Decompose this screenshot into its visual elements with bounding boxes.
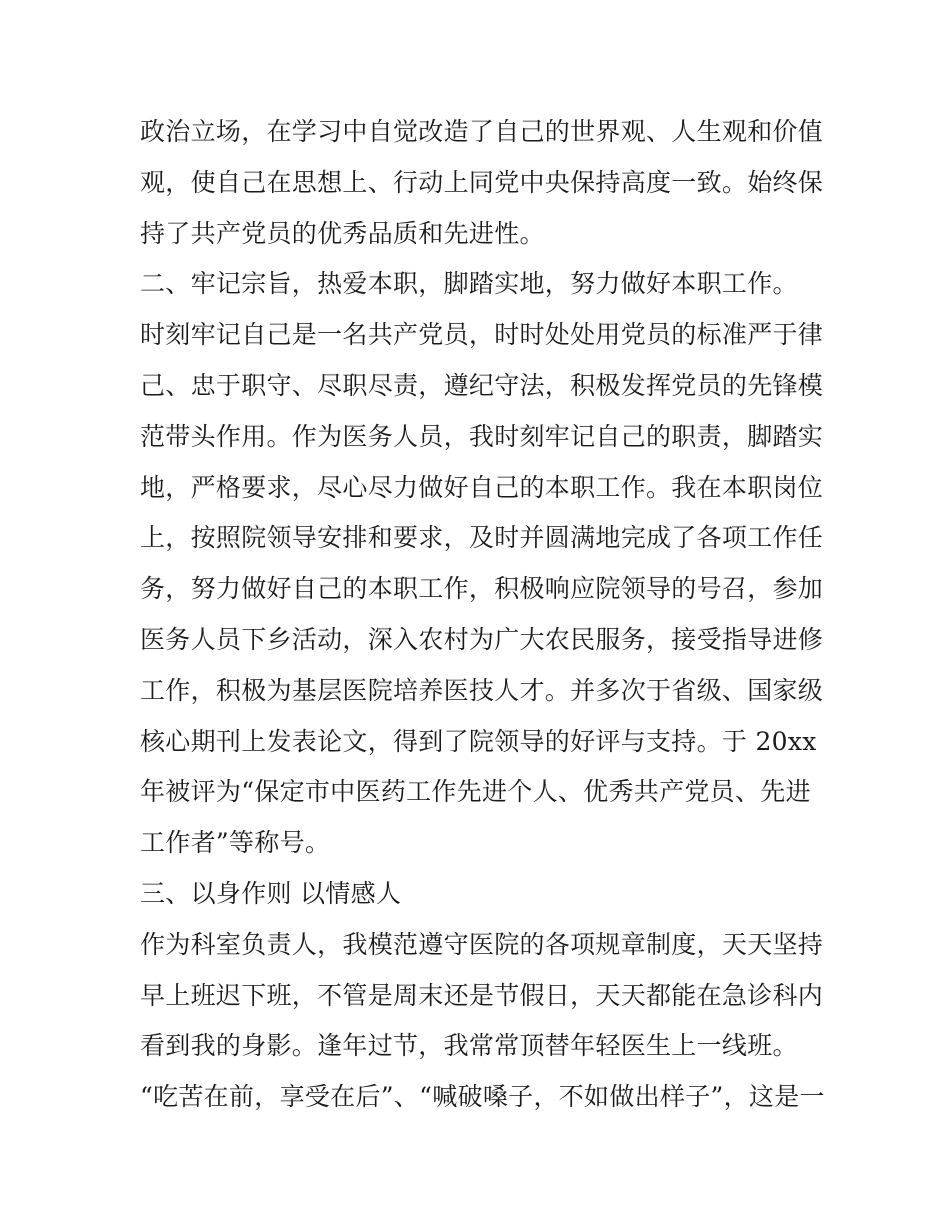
text-line: 看到我的身影。逢年过节，我常常顶替年轻医生上一线班。 [140, 1031, 798, 1061]
text-line: 务，努力做好自己的本职工作，积极响应院领导的号召，参加 [140, 574, 824, 604]
text-line: 观，使自己在思想上、行动上同党中央保持高度一致。始终保 [140, 167, 824, 197]
text-line: 工作，积极为基层医院培养医技人才。并多次于省级、国家级 [140, 675, 824, 705]
text-line: 政治立场，在学习中自觉改造了自己的世界观、人生观和价值 [140, 117, 824, 146]
text-line: 工作者”等称号。 [140, 828, 331, 858]
text-line: 医务人员下乡活动，深入农村为广大农民服务，接受指导进修 [140, 624, 824, 654]
text-line: 早上班迟下班，不管是周末还是节假日，天天都能在急诊科内 [140, 980, 824, 1010]
text-line: 年被评为“保定市中医药工作先进个人、优秀共产党员、先进 [140, 777, 811, 807]
text-line: 核心期刊上发表论文，得到了院领导的好评与支持。于 20xx [140, 726, 817, 756]
document-body [140, 107, 825, 1123]
text-line: 持了共产党员的优秀品质和先进性。 [140, 218, 545, 248]
section-heading: 三、以身作则 以情感人 [140, 878, 402, 908]
text-line: 上，按照院领导安排和要求，及时并圆满地完成了各项工作任 [140, 523, 824, 553]
text-line: “吃苦在前，享受在后”、“喊破嗓子，不如做出样子”，这是一 [140, 1082, 825, 1112]
text-line: 范带头作用。作为医务人员，我时刻牢记自己的职责，脚踏实 [140, 421, 824, 451]
text-line: 时刻牢记自己是一名共产党员，时时处处用党员的标准严于律 [140, 320, 824, 350]
text-line: 己、忠于职守、尽职尽责，遵纪守法，积极发挥党员的先锋模 [140, 370, 824, 400]
text-line: 作为科室负责人，我模范遵守医院的各项规章制度，天天坚持 [140, 929, 824, 959]
section-heading: 二、牢记宗旨，热爱本职，脚踏实地，努力做好本职工作。 [140, 269, 798, 299]
text-line: 地，严格要求，尽心尽力做好自己的本职工作。我在本职岗位 [140, 472, 824, 502]
